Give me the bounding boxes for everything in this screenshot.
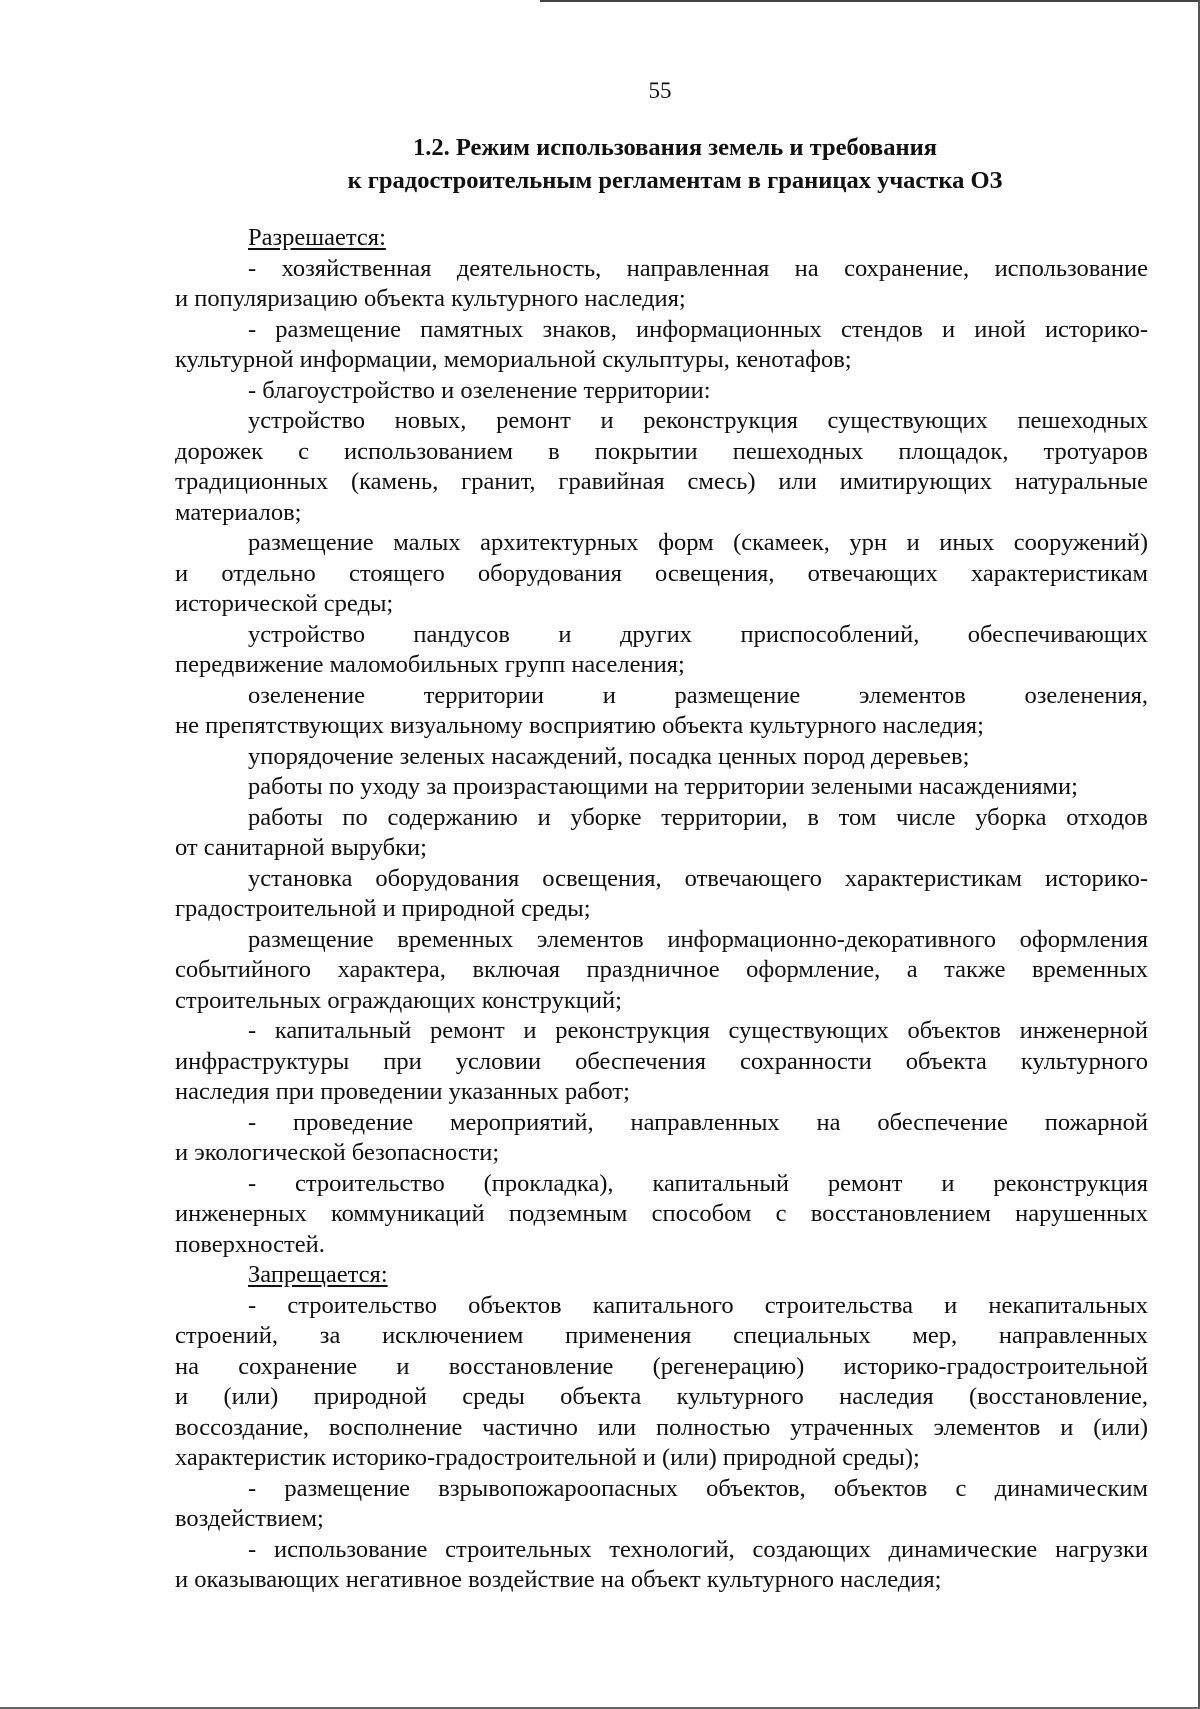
section-label: Запрещается: <box>248 1261 388 1288</box>
body-text-line: наследия при проведении указанных работ; <box>175 1078 630 1105</box>
body-text-line: - хозяйственная деятельность, направленная на сохранение, использование <box>248 254 1148 282</box>
body-text-line: поверхностей. <box>175 1230 325 1258</box>
body-text-line: - строительство объектов капитального строительства и некапитальных <box>248 1291 1148 1319</box>
body-text-line: на сохранение и восстановление (регенерацию) историко-градостроительной <box>175 1352 1148 1380</box>
body-text-line: дорожек с использованием в покрытии пешеходных площадок, тротуаров <box>175 437 1148 465</box>
document-body <box>175 223 1148 1596</box>
body-text-line: и экологической безопасности; <box>175 1139 500 1166</box>
body-text-line: - строительство (прокладка), капитальный ремонт и реконструкция <box>248 1169 1148 1197</box>
body-text-line: градостроительной и природной среды; <box>175 895 591 922</box>
body-text-line: воздействием; <box>175 1505 324 1532</box>
body-text-line: размещение временных элементов информационно-декоративного оформления <box>248 925 1148 953</box>
body-text-line: и оказывающих негативное воздействие на объект культурного наследия; <box>175 1566 942 1593</box>
body-text-line: озеленение территории и размещение элементов озеленения, <box>248 681 1148 709</box>
body-text-line: устройство новых, ремонт и реконструкция существующих пешеходных <box>248 407 1148 434</box>
body-text-line: упорядочение зеленых насаждений, посадка ценных пород деревьев; <box>248 742 970 770</box>
body-text-line: размещение малых архитектурных форм (скамеек, урн и иных сооружений) <box>248 529 1148 556</box>
body-text-line: работы по содержанию и уборке территории, в том числе уборка отходов <box>248 803 1148 831</box>
body-text-line: характеристик историко-градостроительной и (или) природной среды); <box>175 1444 920 1471</box>
body-text-line: установка оборудования освещения, отвечающего характеристикам историко- <box>248 864 1148 892</box>
body-text-line: - благоустройство и озеленение территории: <box>248 376 711 404</box>
body-text-line: устройство пандусов и других приспособлений, обеспечивающих <box>248 620 1148 648</box>
body-text-line: строительных ограждающих конструкций; <box>175 986 622 1014</box>
body-text-line: инженерных коммуникаций подземным способом с восстановлением нарушенных <box>175 1200 1148 1227</box>
body-text-line: событийного характера, включая праздничное оформление, а также временных <box>175 956 1148 983</box>
body-text-line: передвижение маломобильных групп населения; <box>175 651 685 678</box>
body-text-line: и популяризацию объекта культурного наследия; <box>175 285 686 312</box>
body-text-line: - размещение взрывопожароопасных объектов, объектов с динамическим <box>248 1474 1148 1502</box>
body-text-line: - капитальный ремонт и реконструкция существующих объектов инженерной <box>248 1017 1148 1044</box>
body-text-line: - размещение памятных знаков, информационных стендов и иной историко- <box>248 315 1148 343</box>
body-text-line: строений, за исключением применения специальных мер, направленных <box>175 1322 1148 1349</box>
body-text-line: и отдельно стоящего оборудования освещения, отвечающих характеристикам <box>175 559 1148 587</box>
body-text-line: и (или) природной среды объекта культурного наследия (восстановление, <box>175 1383 1148 1410</box>
body-text-line: исторической среды; <box>175 590 394 617</box>
section-heading-line-2: к градостроительным регламентам в границах участка ОЗ <box>347 167 1003 194</box>
body-text-line: материалов; <box>175 498 302 526</box>
body-text-line: работы по уходу за произрастающими на территории зелеными насаждениями; <box>248 773 1078 800</box>
body-text-line: инфраструктуры при условии обеспечения сохранности объекта культурного <box>175 1047 1148 1075</box>
body-text-line: воссоздание, восполнение частично или полностью утраченных элементов и (или) <box>175 1413 1148 1441</box>
body-text-line: культурной информации, мемориальной скульптуры, кенотафов; <box>175 346 852 373</box>
page-number: 55 <box>648 78 672 103</box>
scan-edge-top <box>540 0 1200 2</box>
body-text-line: от санитарной вырубки; <box>175 834 427 861</box>
body-text-line: - использование строительных технологий, создающих динамические нагрузки <box>248 1535 1148 1563</box>
body-text-line: - проведение мероприятий, направленных на обеспечение пожарной <box>248 1108 1148 1136</box>
section-heading-line-1: 1.2. Режим использования земель и требования <box>413 134 937 161</box>
body-text-line: традиционных (камень, гранит, гравийная смесь) или имитирующих натуральные <box>175 468 1148 495</box>
body-text-line: не препятствующих визуальному восприятию объекта культурного наследия; <box>175 712 984 739</box>
section-label: Разрешается: <box>248 224 386 251</box>
